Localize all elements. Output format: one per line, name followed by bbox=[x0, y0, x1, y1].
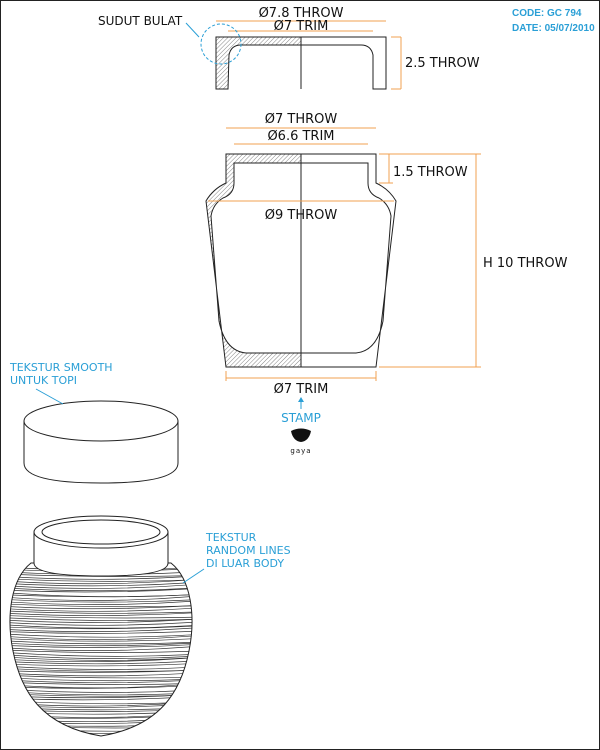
lid-texture-leader bbox=[36, 389, 63, 404]
code-label: CODE: GC 794 bbox=[512, 8, 582, 19]
lid-wall-right bbox=[301, 37, 386, 89]
base-diameter: Ø7 TRIM bbox=[273, 382, 329, 397]
lid-wall-left bbox=[216, 37, 301, 89]
body-section bbox=[206, 112, 568, 455]
body-texture-leader bbox=[183, 569, 204, 583]
lid-inner-diameter: Ø7 TRIM bbox=[273, 19, 329, 34]
lid-section bbox=[98, 6, 480, 89]
body-wall-left bbox=[206, 154, 301, 367]
lid-height: 2.5 THROW bbox=[405, 56, 480, 71]
body-texture-note-line2: RANDOM LINES bbox=[206, 544, 291, 557]
body-texture-note-line1: TEKSTUR bbox=[206, 531, 257, 544]
drawing-canvas bbox=[1, 1, 600, 750]
corner-note: SUDUT BULAT bbox=[98, 14, 183, 28]
neck-outer-diameter: Ø7 THROW bbox=[264, 112, 338, 127]
neck-inner-diameter: Ø6.6 TRIM bbox=[267, 129, 335, 144]
shoulder-diameter: Ø9 THROW bbox=[264, 208, 338, 223]
stamp-brand: gaya bbox=[290, 447, 312, 455]
corner-leader bbox=[186, 23, 199, 37]
stamp-arrow-head bbox=[298, 397, 304, 402]
body-render bbox=[1, 516, 291, 746]
stamp-label: STAMP bbox=[281, 411, 321, 425]
body-random-lines-texture bbox=[1, 556, 201, 746]
lid-outer-diameter: Ø7.8 THROW bbox=[258, 6, 344, 21]
lid-texture-note-line1: TEKSTUR SMOOTH bbox=[10, 361, 113, 374]
body-texture-note-line3: DI LUAR BODY bbox=[206, 557, 285, 570]
stamp-logo-icon bbox=[291, 429, 311, 443]
date-label: DATE: 05/07/2010 bbox=[512, 23, 595, 34]
lid-render bbox=[9, 361, 178, 483]
body-neck-opening bbox=[42, 520, 160, 544]
neck-height: 1.5 THROW bbox=[393, 165, 468, 180]
total-height: H 10 THROW bbox=[483, 256, 568, 271]
body-wall-right bbox=[301, 154, 396, 367]
lid-top-surface bbox=[24, 401, 178, 441]
lid-texture-note-line2: UNTUK TOPI bbox=[10, 374, 78, 387]
